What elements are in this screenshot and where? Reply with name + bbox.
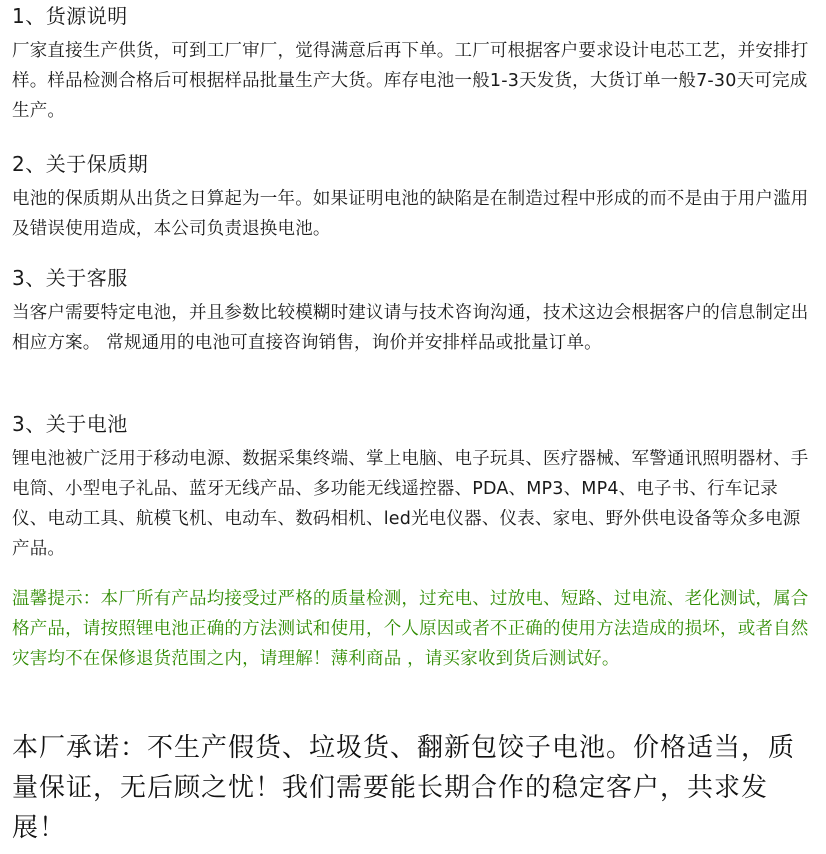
section-body: 当客户需要特定电池，并且参数比较模糊时建议请与技术咨询沟通，技术这边会根据客户的信息制定出相应方案。 常规通用的电池可直接咨询销售，询价并安排样品或批量订单。 (12, 303, 809, 353)
factory-promise-text: 本厂承诺：不生产假货、垃圾货、翻新包饺子电池。价格适当，质量保证，无后顾之忧！我们需要能长期合作的稳定客户，共求发展！ (12, 733, 796, 843)
section-body: 电池的保质期从出货之日算起为一年。如果证明电池的缺陷是在制造过程中形成的而不是由于用户滥用及错误使用造成，本公司负责退换电池。 (12, 189, 809, 239)
warm-tip-text: 温馨提示：本厂所有产品均接受过严格的质量检测，过充电、过放电、短路、过电流、老化测试，属合格产品，请按照锂电池正确的方法测试和使用，个人原因或者不正确的使用方法造成的损坏，或者自然灾害均不在保修退货范围之内，请理解！薄利商品 ，请买家收到货后测试好。 (12, 589, 809, 669)
section-warranty (12, 148, 812, 244)
section-source-description (12, 0, 812, 126)
section-title: 1、货源说明 (12, 4, 128, 28)
section-title: 3、关于电池 (12, 412, 128, 436)
section-customer-service (12, 262, 812, 358)
section-body: 厂家直接生产供货，可到工厂审厂，觉得满意后再下单。工厂可根据客户要求设计电芯工艺，并安排打样。样品检测合格后可根据样品批量生产大货。库存电池一般1-3天发货，大货订单一般7-30天可完成生产。 (12, 41, 809, 121)
section-about-battery (12, 408, 812, 564)
section-title: 2、关于保质期 (12, 152, 149, 176)
section-title: 3、关于客服 (12, 266, 128, 290)
section-body: 锂电池被广泛用于移动电源、数据采集终端、掌上电脑、电子玩具、医疗器械、军警通讯照明器材、手电筒、小型电子礼品、蓝牙无线产品、多功能无线遥控器、PDA、MP3、MP4、电子书、行车记录仪、电动工具、航模飞机、电动车、数码相机、led光电仪器、仪表、家电、野外供电设备等众多电源产品。 (12, 449, 809, 559)
